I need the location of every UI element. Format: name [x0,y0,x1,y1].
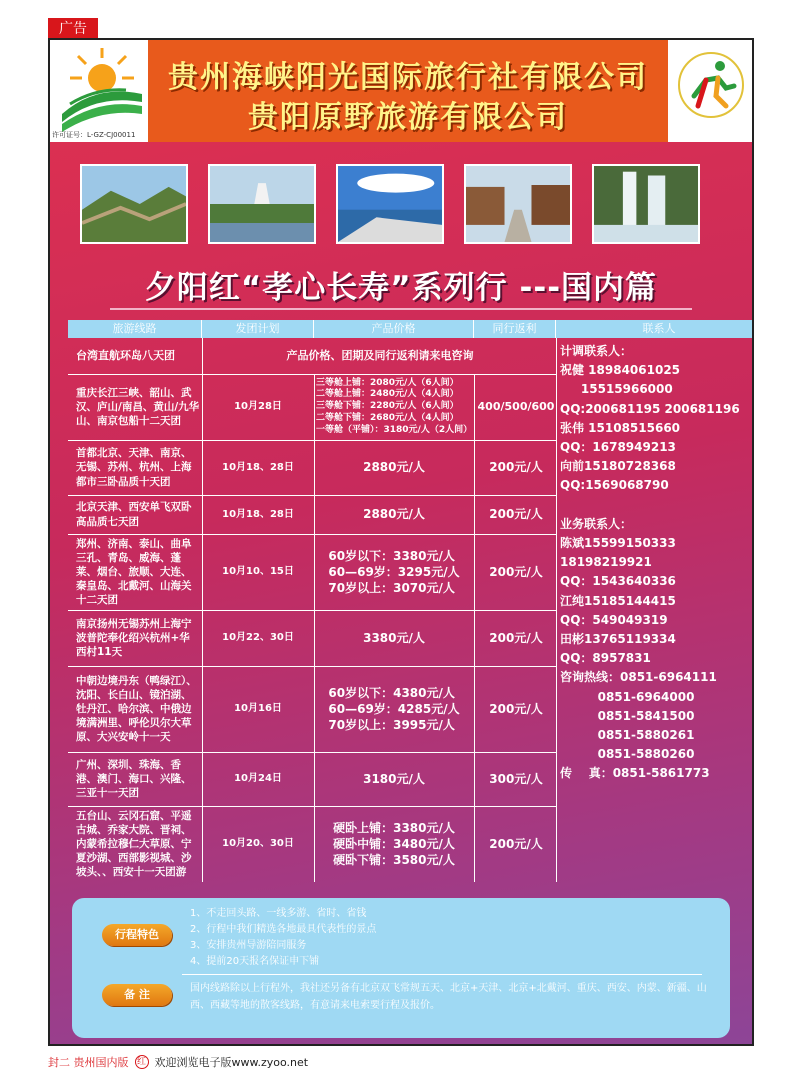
price-cell: 60岁以下：4380元/人 60—69岁：4285元/人 70岁以上：3995元/人 [328,685,460,733]
route-cell: 广州、深圳、珠海、香港、澳门、海口、兴隆、三亚十一天团 [76,758,192,800]
route-cell: 郑州、济南、泰山、曲阜三孔、青岛、威海、蓬莱、烟台、旅顺、大连、秦皇岛、北戴河、山海关十二天团 [76,537,192,607]
schedule-cell: 10月16日 [234,703,282,715]
price-cell: 2880元/人 [363,460,425,475]
route-cell: 五台山、云冈石窟、平遥古城、乔家大院、晋祠、内蒙希拉穆仁大草原、宁夏沙湖、西部影视城、沙坡头、、西安十一天团游 [76,809,192,879]
header-schedule: 发团计划 [202,320,314,338]
route-cell: 首都北京、天津、南京、无锡、苏州、杭州、上海都市三卧品质十天团 [76,447,192,488]
tour-table [68,320,754,882]
header-price: 产品价格 [314,320,474,338]
series-title: 夕阳红“孝心长寿”系列行 ---国内篇 [144,270,658,306]
features-divider [182,974,702,975]
edition-label: 封二 贵州国内版 [48,1056,129,1069]
features-panel [72,898,730,1038]
price-cell: 60岁以下：3380元/人 60—69岁：3295元/人 70岁以上：3070元/人 [328,548,460,596]
ancient-town-photo [464,164,572,244]
title-band [148,40,668,142]
header-contact: 联系人 [642,322,676,335]
rebate-cell: 300元/人 [489,771,543,786]
schedule-cell: 10月10、15日 [222,566,294,578]
rebate-cell: 200元/人 [489,701,543,716]
scenery-photos [80,164,724,246]
rebate-cell: 200元/人 [489,507,543,522]
company-name-1: 贵州海峡阳光国际旅行社有限公司 [168,60,648,95]
edition-badge: 红 [135,1055,149,1069]
price-cell: 2880元/人 [363,507,425,522]
company-name-2: 贵阳原野旅游有限公司 [248,100,568,135]
coast-road-photo [336,164,444,244]
rebate-cell: 200元/人 [489,630,543,645]
price-inquiry-cell: 产品价格、团期及同行返利请来电咨询 [286,348,474,362]
schedule-cell: 10月20、30日 [222,838,294,850]
contact-list: 计调联系人： 祝健 18984061025 15515966000 QQ:200681195 200681196 张伟 15108515660 QQ：1678949213 向前15180728368 QQ:1569068790 业务联系人： 陈斌15599150333 18198219921 QQ：1543640336 江纯15185144415 QQ：549049319 田彬13765119334 QQ：8957831 咨询热线：0851-6964111 0851-6964000 0851-5841500 0851-5880261 0851-5880260 传 真：0851-5861773 [560,344,740,781]
waterfall-photo [592,164,700,244]
rebate-cell: 400/500/600 [477,399,555,413]
website-link[interactable]: 欢迎浏览电子版www.zyoo.net [154,1056,309,1069]
page-footer [48,1052,308,1072]
schedule-cell: 10月22、30日 [222,632,294,644]
route-cell: 中朝边境丹东（鸭绿江）、沈阳、长白山、镜泊湖、牡丹江、哈尔滨、中俄边境满洲里、呼伦贝尔大草原、大兴安岭十一天 [76,674,197,744]
great-wall-photo [80,164,188,244]
rebate-cell: 200元/人 [489,460,543,475]
route-cell: 北京天津、西安单飞双卧高品质七天团 [76,501,192,528]
schedule-cell: 10月28日 [234,401,282,413]
table-header-row [68,320,754,338]
price-cell: 3380元/人 [363,630,425,645]
runner-logo-icon [676,50,746,120]
price-cell: 三等舱上铺：2080元/人（6人间） 二等舱上铺：2480元/人（4人间） 三等舱下铺：2280元/人（6人间） 二等舱下铺：2680元/人（4人间） 一等舱（平铺）：3180元/人（2人间） [316,377,473,435]
route-cell: 南京扬州无锡苏州上海宁波普陀奉化绍兴杭州+华西村11天 [76,617,192,659]
features-list: 1、不走回头路、一线多游、省时、省钱 2、行程中我们精选各地最具代表性的景点 3、安排贵州导游陪同服务 4、提前20天报名保证申下铺 [190,908,377,967]
company-header [50,40,752,142]
schedule-cell: 10月24日 [234,773,282,785]
sunshine-logo-icon [56,44,146,132]
price-cell: 硬卧上铺：3380元/人 硬卧中铺：3480元/人 硬卧下铺：3580元/人 [333,820,455,868]
white-pagoda-photo [208,164,316,244]
schedule-cell: 10月18、28日 [222,461,294,473]
ad-label: 广告 [48,18,98,40]
features-badge: 行程特色 [102,924,172,946]
rebate-cell: 200元/人 [489,836,543,851]
rebate-cell: 200元/人 [489,564,543,579]
note-badge: 备 注 [102,984,172,1006]
license-number: 许可证号：L-GZ-CJ00011 [52,131,136,139]
route-cell: 台湾直航环岛八天团 [76,348,175,362]
price-cell: 3180元/人 [363,771,425,786]
ad-frame [48,38,754,1046]
note-text: 国内线路除以上行程外，我社还另备有北京双飞常规五天、北京+天津、北京+北戴河、重庆、西安、内蒙、新疆、山西、西藏等地的散客线路，有意请来电索要行程及报价。 [190,983,707,1011]
col-divider [556,338,557,882]
route-cell: 重庆长江三峡、韶山、武汉、庐山/南昌、黄山/九华山、南京包船十二天团 [76,386,200,428]
schedule-cell: 10月18、28日 [222,508,294,520]
header-rebate: 同行返利 [474,320,556,338]
title-divider [110,308,692,310]
header-route: 旅游线路 [68,320,202,338]
